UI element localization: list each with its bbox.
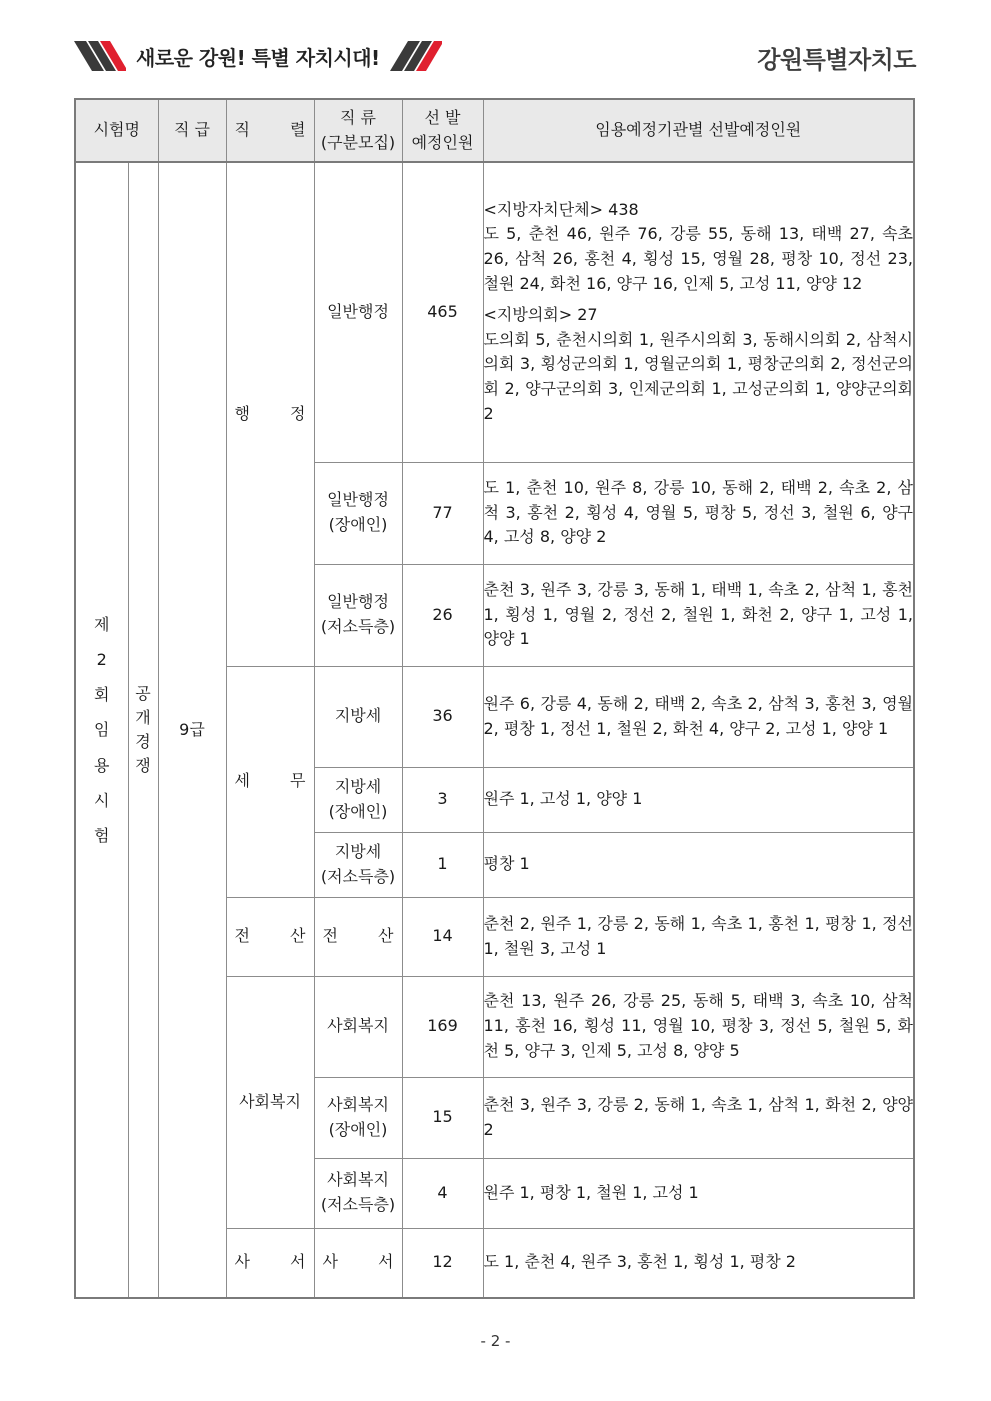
- series-computer: 전 산: [226, 897, 314, 976]
- type-cell: 전 산: [314, 897, 402, 976]
- type-cell: 사 서: [314, 1228, 402, 1298]
- detail-cell: 춘천 2, 원주 1, 강릉 2, 동해 1, 속초 1, 홍천 1, 평창 1, 정선 1, 철원 3, 고성 1: [483, 897, 914, 976]
- header-exam: 시험명: [75, 99, 158, 162]
- series-tax: 세 무: [226, 666, 314, 897]
- slogan-banner: [74, 38, 442, 74]
- header-count: 선 발 예정인원: [402, 99, 483, 162]
- type-cell: 사회복지: [314, 976, 402, 1077]
- type-cell: 사회복지 (장애인): [314, 1077, 402, 1158]
- count-cell: 26: [402, 564, 483, 666]
- type-cell: 일반행정: [314, 162, 402, 462]
- header-detail: 임용예정기관별 선발예정인원: [483, 99, 914, 162]
- detail-cell: 춘천 13, 원주 26, 강릉 25, 동해 5, 태백 3, 속초 10, 삼척 11, 홍천 16, 횡성 11, 영월 10, 평창 3, 정선 5, 철원 5, 화천 5, 양구 3, 인제 5, 고성 8, 양양 5: [483, 976, 914, 1077]
- count-cell: 465: [402, 162, 483, 462]
- header-row: [75, 99, 914, 162]
- count-cell: 12: [402, 1228, 483, 1298]
- slogan-text: 새로운 강원! 특별 자치시대!: [136, 45, 380, 70]
- recruitment-table: [74, 98, 915, 1299]
- type-cell: 일반행정 (저소득층): [314, 564, 402, 666]
- series-librarian: 사 서: [226, 1228, 314, 1298]
- detail-cell: <지방자치단체> 438 도 5, 춘천 46, 원주 76, 강릉 55, 동해 13, 태백 27, 속초 26, 삼척 26, 홍천 4, 횡성 15, 영월 28, 평창 10, 정선 23, 철원 24, 화천 16, 양구 16, 인제 5, 고성 11, 양양 12 <지방의회> 27 도의회 5, 춘천시의회 1, 원주시의회 3, 동해시의회 2, 삼척시의회 3, 횡성군의회 1, 영월군의회 1, 평창군의회 2, 정선군의회 2, 양구군의회 3, 인제군의회 1, 고성군의회 1, 양양군의회 2: [483, 162, 914, 462]
- type-cell: 지방세 (장애인): [314, 767, 402, 832]
- detail-cell: 춘천 3, 원주 3, 강릉 2, 동해 1, 속초 1, 삼척 1, 화천 2, 양양 2: [483, 1077, 914, 1158]
- type-cell: 지방세 (저소득층): [314, 832, 402, 897]
- slash-stripes-left-icon: [74, 41, 126, 71]
- detail-cell: 평창 1: [483, 832, 914, 897]
- detail-cell: 춘천 3, 원주 3, 강릉 3, 동해 1, 태백 1, 속초 2, 삼척 1, 홍천 1, 횡성 1, 영월 2, 정선 2, 철원 1, 화천 2, 양구 1, 고성 1, 양양 1: [483, 564, 914, 666]
- page-number: - 2 -: [480, 1332, 511, 1350]
- grade-cell: 9급: [158, 162, 226, 1298]
- header-type: 직 류 (구분모집): [314, 99, 402, 162]
- count-cell: 169: [402, 976, 483, 1077]
- type-cell: 사회복지 (저소득층): [314, 1158, 402, 1228]
- page-header: [74, 38, 916, 78]
- count-cell: 3: [402, 767, 483, 832]
- series-welfare: 사회복지: [226, 976, 314, 1228]
- slash-stripes-right-icon: [390, 41, 442, 71]
- type-cell: 지방세: [314, 666, 402, 767]
- series-admin: 행 정: [226, 162, 314, 666]
- detail-cell: 도 1, 춘천 4, 원주 3, 홍천 1, 횡성 1, 평창 2: [483, 1228, 914, 1298]
- gangwon-logo: 강원특별자치도: [757, 46, 916, 74]
- count-cell: 14: [402, 897, 483, 976]
- exam-name-cell: 제2회임용시험: [75, 162, 128, 1298]
- count-cell: 4: [402, 1158, 483, 1228]
- count-cell: 77: [402, 462, 483, 564]
- detail-cell: 원주 6, 강릉 4, 동해 2, 태백 2, 속초 2, 삼척 3, 홍천 3, 영월 2, 평창 1, 정선 1, 철원 2, 화천 4, 양구 2, 고성 1, 양양 1: [483, 666, 914, 767]
- detail-cell: 원주 1, 고성 1, 양양 1: [483, 767, 914, 832]
- detail-cell: 원주 1, 평창 1, 철원 1, 고성 1: [483, 1158, 914, 1228]
- count-cell: 15: [402, 1077, 483, 1158]
- header-grade: 직 급: [158, 99, 226, 162]
- count-cell: 36: [402, 666, 483, 767]
- detail-cell: 도 1, 춘천 10, 원주 8, 강릉 10, 동해 2, 태백 2, 속초 2, 삼척 3, 홍천 2, 횡성 4, 영월 5, 평창 5, 정선 3, 철원 6, 양구 4, 고성 8, 양양 2: [483, 462, 914, 564]
- recruit-type-cell: 공개경쟁: [128, 162, 158, 1298]
- header-series: 직 렬: [226, 99, 314, 162]
- table-row: [75, 162, 914, 462]
- count-cell: 1: [402, 832, 483, 897]
- type-cell: 일반행정 (장애인): [314, 462, 402, 564]
